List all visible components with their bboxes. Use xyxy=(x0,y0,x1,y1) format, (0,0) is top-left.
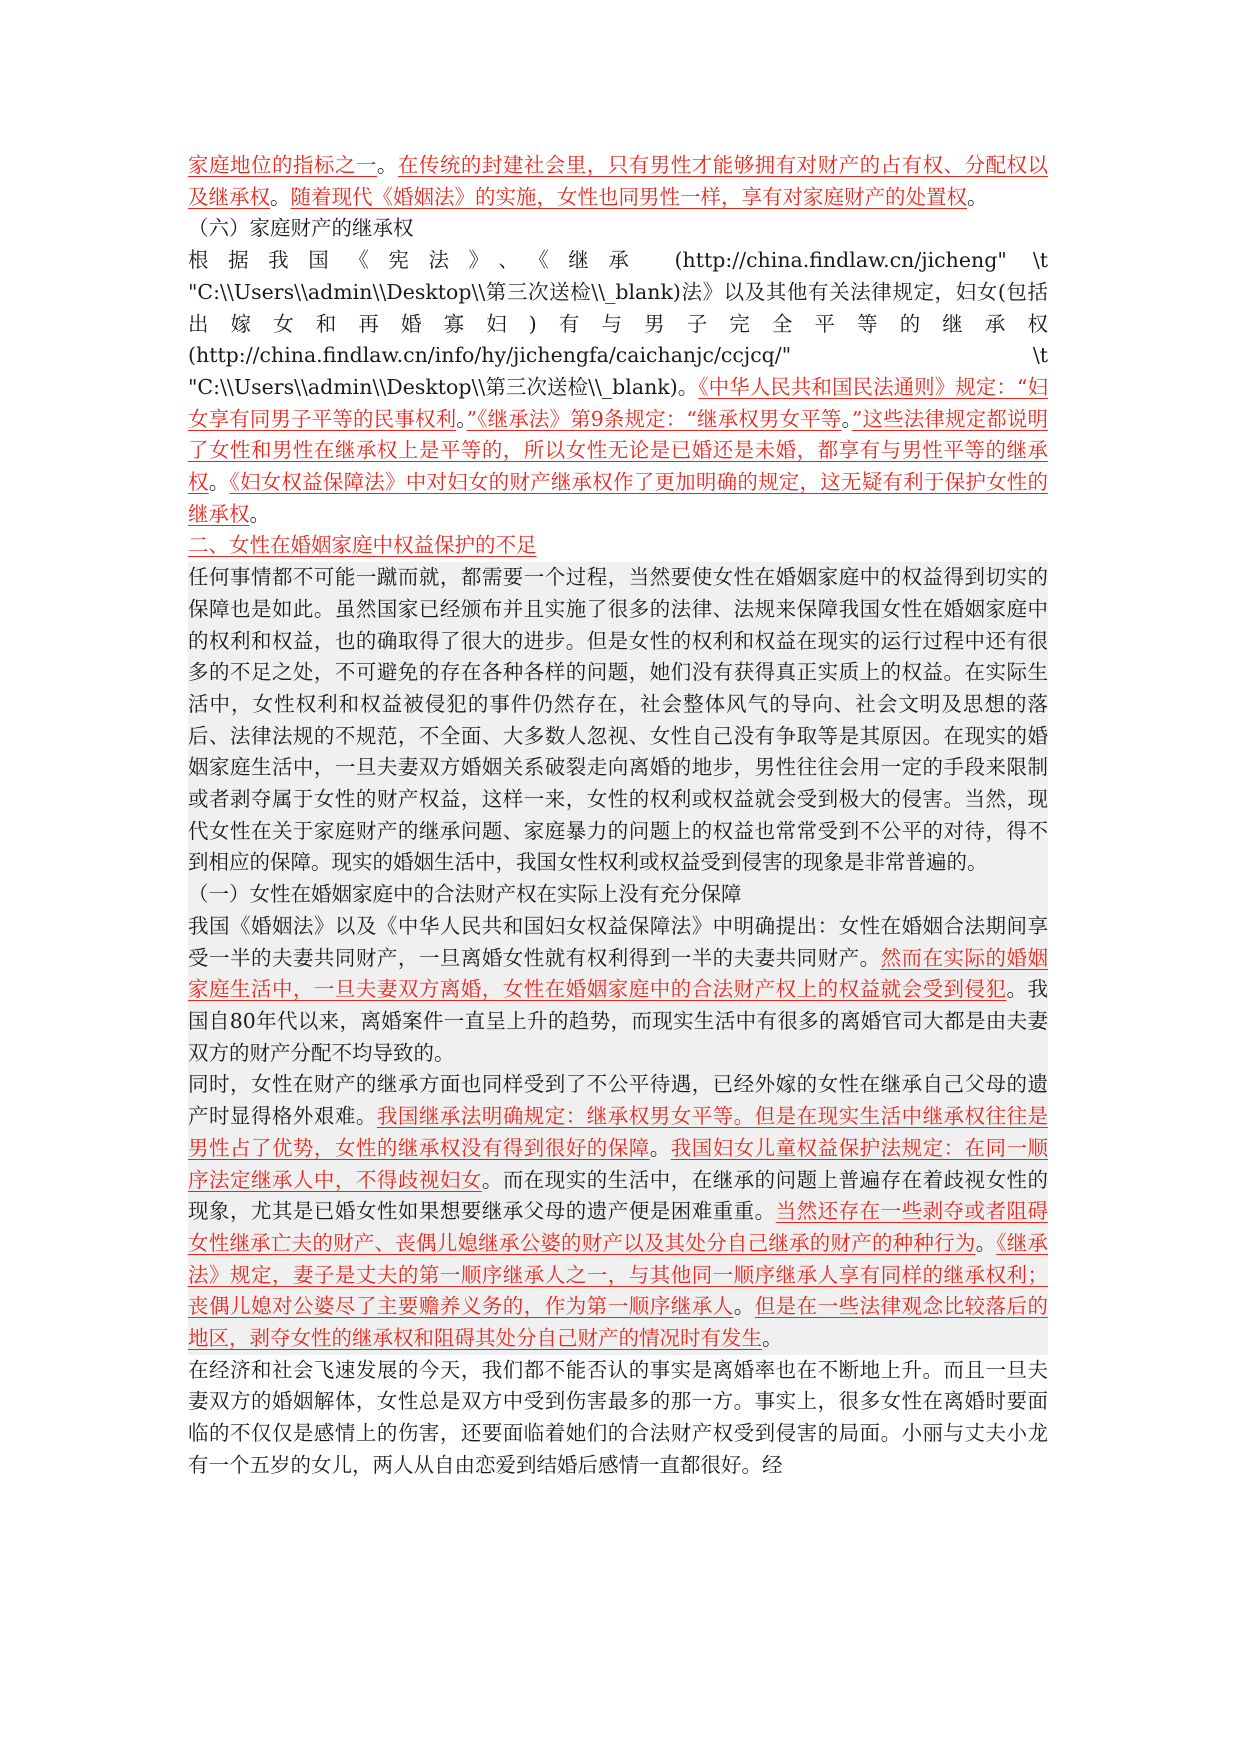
body-text: 。而在现实的生活中，在继承的问题上普遍存在着歧视女性的现象，尤其是已婚女性如果想要继承父母的遗产便是困难重重。 xyxy=(188,1167,1049,1224)
para-divorce-rate xyxy=(188,1355,1048,1482)
heading-inheritance-right xyxy=(188,213,1048,245)
revision-highlight-text: 《中华人民共和国民法通则》规定：“妇女享有同男子平等的民事权利 xyxy=(188,374,1048,431)
body-text: 。 xyxy=(456,406,467,431)
para-inheritance-unfair xyxy=(188,1069,1048,1354)
body-text: 。 xyxy=(649,1135,671,1160)
heading-section-two xyxy=(188,530,1048,562)
body-text: 。 xyxy=(975,1230,997,1255)
body-text: 。 xyxy=(270,184,291,209)
body-text: 根据我国《宪法》、《继承 (http://china.findlaw.cn/jicheng" \t "C:\\Users\\admin\\Desktop\\第三次送检\\_blank)法》以及其他有关法律规定，妇女(包括出嫁女和再婚寡妇)有与男子完全平等的继承权 (http://china.findlaw.cn/info/hy/jichengfa/caichanjc/ccjcq/" \t "C:\\Users\\admin\\Desktop\\第三次送检\\_blank)。 xyxy=(188,248,1048,399)
revision-highlight-text: 然而在实际的婚姻家庭生活中，一旦夫妻双方离婚，女性在婚姻家庭中的合法财产权上的权益就会受到侵犯 xyxy=(188,945,1049,1002)
revision-highlight-text: 《妇女权益保障法》中对妇女的财产继承权作了更加明确的规定，这无疑有利于保护女性的继承权 xyxy=(188,470,1049,526)
body-text: 。 xyxy=(208,470,230,495)
body-text: 。 xyxy=(762,1326,783,1351)
body-text: 。 xyxy=(841,406,852,431)
revision-highlight-text: 当然还存在一些剥夺或者阻碍女性继承亡夫的财产、丧偶儿媳继承公婆的财产以及其处分自己继承的财产的种种行为 xyxy=(188,1199,1049,1255)
heading-property-right xyxy=(188,879,1048,911)
revision-highlight-text: 我国妇女儿童权益保护法规定：在同一顺序法定继承人中，不得歧视妇女 xyxy=(188,1135,1049,1192)
body-text: 同时，女性在财产的继承方面也同样受到了不公平待遇，已经外嫁的女性在继承自己父母的遗产时显得格外艰难。 xyxy=(188,1072,1048,1129)
body-text: 。我国自80年代以来，离婚案件一直呈上升的趋势，而现实生活中有很多的离婚官司大都是由夫妻双方的财产分配不均导致的。 xyxy=(188,977,1049,1065)
body-text: 任何事情都不可能一蹴而就，都需要一个过程，当然要使女性在婚姻家庭中的权益得到切实的保障也是如此。虽然国家已经颁布并且实施了很多的法律、法规来保障我国女性在婚姻家庭中的权利和权益，也的确取得了很大的进步。但是女性的权利和权益在现实的运行过程中还有很多的不足之处，不可避免的存在各种各样的问题，她们没有获得真正实质上的权益。在实际生活中，女性权利和权益被侵犯的事件仍然存在，社会整体风气的导向、社会文明及思想的落后、法律法规的不规范，不全面、大多数人忽视、女性自己没有争取等是其原因。在现实的婚姻家庭生活中，一旦夫妻双方婚姻关系破裂走向离婚的地步，男性往往会用一定的手段来限制或者剥夺属于女性的财产权益，这样一来，女性的权利或权益就会受到极大的侵害。当然，现代女性在关于家庭财产的继承问题、家庭暴力的问题上的权益也常常受到不公平的对待，得不到相应的保障。现实的婚姻生活中，我国女性权利或权益受到侵害的现象是非常普遍的。 xyxy=(188,565,1048,875)
revision-highlight-text: ”《继承法》第9条规定：“继承权男女平等 xyxy=(466,406,842,431)
body-text: （六）家庭财产的继承权 xyxy=(188,216,414,241)
revision-highlight-text: 在传统的封建社会里，只有男性才能够拥有对财产的占有权、分配权以及继承权 xyxy=(188,153,1049,209)
revision-highlight-text: ”这些法律规定都说明了女性和男性在继承权上是平等的，所以女性无论是已婚还是未婚，都享有与男性平等的继承权 xyxy=(188,406,1049,495)
para-intro-fragment xyxy=(188,150,1048,213)
body-text: 。 xyxy=(376,153,398,177)
revision-highlight-text: 《继承法》规定，妻子是丈夫的第一顺序继承人之一，与其他同一顺序继承人享有同样的继承权利；丧偶儿媳对公婆尽了主要赡养义务的，作为第一顺序继承人 xyxy=(188,1230,1049,1319)
document-page xyxy=(188,150,1048,1482)
body-text: 在经济和社会飞速发展的今天，我们都不能否认的事实是离婚率也在不断地上升。而且一旦夫妻双方的婚姻解体，女性总是双方中受到伤害最多的那一方。事实上，很多女性在离婚时要面临的不仅仅是感情上的伤害，还要面临着她们的合法财产权受到侵害的局面。小丽与丈夫小龙有一个五岁的女儿，两人从自由恋爱到结婚后感情一直都很好。经 xyxy=(188,1357,1048,1477)
body-text: 。 xyxy=(967,184,988,209)
revision-highlight-text: 家庭地位的指标之一 xyxy=(188,153,377,177)
para-marriage-law xyxy=(188,911,1048,1070)
para-inheritance-law xyxy=(188,245,1048,530)
para-shortcomings xyxy=(188,562,1048,879)
body-text: 我国《婚姻法》以及《中华人民共和国妇女权益保障法》中明确提出：女性在婚姻合法期间享受一半的夫妻共同财产，一旦离婚女性就有权利得到一半的夫妻共同财产。 xyxy=(188,913,1048,970)
revision-highlight-text: 我国继承法明确规定：继承权男女平等。但是在现实生活中继承权往往是男性占了优势，女性的继承权没有得到很好的保障 xyxy=(188,1104,1049,1160)
revision-highlight-text: 但是在一些法律观念比较落后的地区，剥夺女性的继承权和阻碍其处分自己财产的情况时有发生 xyxy=(188,1294,1049,1351)
body-text: 。 xyxy=(249,501,270,526)
revision-highlight-text: 二、女性在婚姻家庭中权益保护的不足 xyxy=(188,533,537,558)
body-text: （一）女性在婚姻家庭中的合法财产权在实际上没有充分保障 xyxy=(188,882,742,907)
body-text: 。 xyxy=(733,1294,755,1319)
revision-highlight-text: 随着现代《婚姻法》的实施，女性也同男性一样，享有对家庭财产的处置权 xyxy=(290,184,967,209)
